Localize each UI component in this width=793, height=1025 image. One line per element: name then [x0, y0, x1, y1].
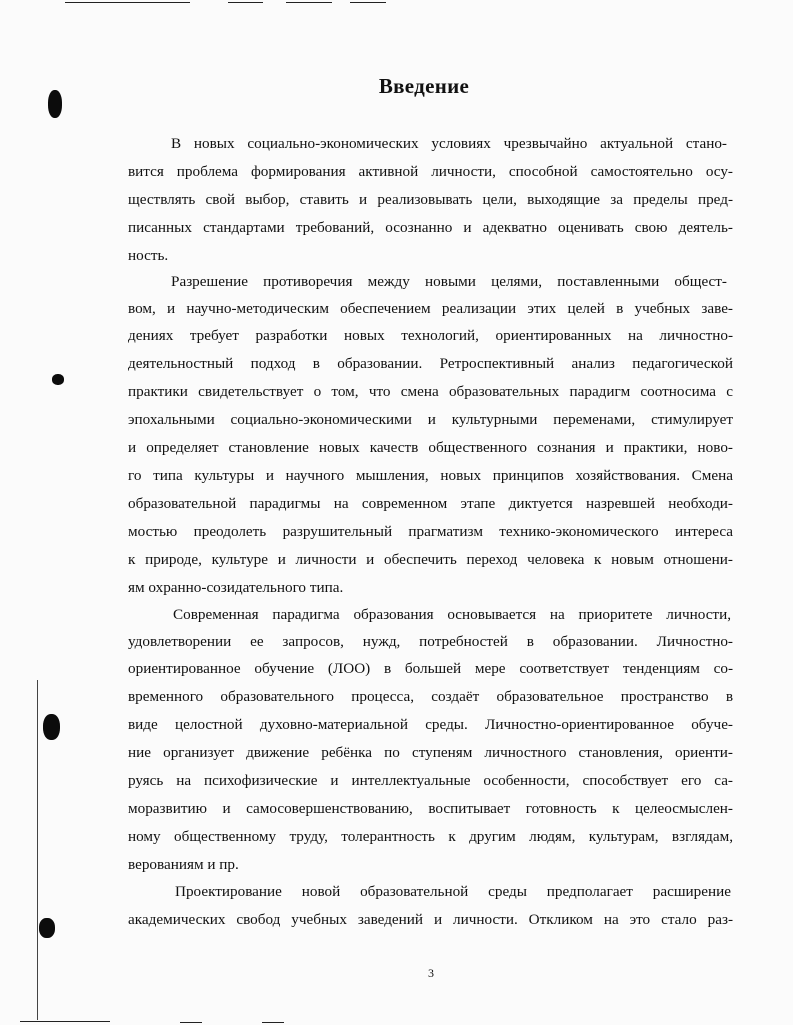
text-line: деятельностный подход в образовании. Ретроспективный анализ педагогической: [128, 355, 733, 372]
scan-artifact-line: [350, 2, 386, 3]
text-line: ществлять свой выбор, ставить и реализовывать цели, выходящие за пределы пред-: [128, 191, 733, 208]
text-line: моразвитию и самосовершенствованию, воспитывает готовность к целеосмыслен-: [128, 800, 733, 817]
text-line: ному общественному труду, толерантность к другим людям, культурам, взглядам,: [128, 828, 733, 845]
text-line: дениях требует разработки новых технологий, ориентированных на личностно-: [128, 327, 733, 344]
text-line: образовательной парадигмы на современном этапе диктуется назревшей необходи-: [128, 495, 733, 512]
text-line: ориентированное обучение (ЛОО) в большей мере соответствует тенденциям со-: [128, 660, 733, 677]
text-line: к природе, культуре и личности и обеспечить переход человека к новым отношени-: [128, 551, 733, 568]
text-line: практики свидетельствует о том, что смена образовательных парадигм соотносима с: [128, 383, 733, 400]
text-line: Разрешение противоречия между новыми целями, поставленными общест-: [171, 273, 727, 290]
text-line: ность.: [128, 247, 169, 264]
text-line: В новых социально-экономических условиях чрезвычайно актуальной стано-: [171, 135, 727, 152]
text-line: Проектирование новой образовательной среды предполагает расширение: [175, 883, 731, 900]
text-line: мостью преодолеть разрушительный прагматизм технико-экономического интереса: [128, 523, 733, 540]
text-line: эпохальными социально-экономическими и культурными переменами, стимулирует: [128, 411, 733, 428]
text-line: верованиям и пр.: [128, 856, 239, 873]
text-line: руясь на психофизические и интеллектуальные особенности, способствует его са-: [128, 772, 733, 789]
text-line: академических свобод учебных заведений и личности. Откликом на это стало раз-: [128, 911, 733, 928]
text-line: писанных стандартами требований, осознанно и адекватно оценивать свою деятель-: [128, 219, 733, 236]
page-title: Введение: [378, 74, 470, 98]
text-line: ям охранно-созидательного типа.: [128, 579, 344, 596]
scan-artifact-line: [20, 1021, 110, 1022]
text-line: ние организует движение ребёнка по ступеням личностного становления, ориенти-: [128, 744, 733, 761]
text-line: временного образовательного процесса, создаёт образовательное пространство в: [128, 688, 733, 705]
punch-hole: [39, 918, 55, 938]
text-line: виде целостной духовно-материальной среды. Личностно-ориентированное обуче-: [128, 716, 733, 733]
scan-artifact-line: [228, 2, 263, 3]
punch-hole: [43, 714, 60, 740]
scan-artifact-line: [65, 2, 190, 3]
scan-artifact-line: [262, 1022, 284, 1023]
text-line: го типа культуры и научного мышления, новых принципов хозяйствования. Смена: [128, 467, 733, 484]
scan-artifact-line: [180, 1022, 202, 1023]
page-number: 3: [428, 966, 434, 980]
text-line: вом, и научно-методическим обеспечением реализации этих целей в учебных заве-: [128, 300, 733, 317]
punch-hole: [52, 374, 64, 385]
text-line: вится проблема формирования активной личности, способной самостоятельно осу-: [128, 163, 733, 180]
text-line: удовлетворении ее запросов, нужд, потребностей в образовании. Личностно-: [128, 633, 733, 650]
scan-artifact-line: [286, 2, 332, 3]
text-line: Современная парадигма образования основывается на приоритете личности,: [173, 606, 731, 623]
text-line: и определяет становление новых качеств общественного сознания и практики, ново-: [128, 439, 733, 456]
